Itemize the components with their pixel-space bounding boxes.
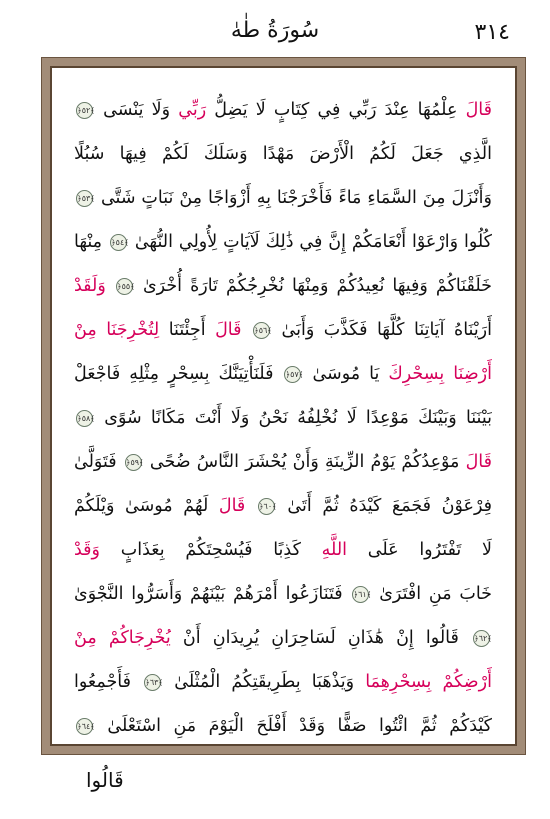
page-header	[0, 14, 550, 50]
text-segment: فِرْعَوْنُ فَجَمَعَ كَيْدَهُ ثُمَّ أَتَىٰ	[276, 496, 492, 516]
text-segment	[245, 496, 256, 516]
ayah-marker: ﴿٥٤﴾	[110, 234, 127, 251]
text-line	[74, 572, 492, 616]
red-word: قَالَ	[215, 320, 242, 340]
text-line	[74, 264, 492, 308]
ayah-marker: ﴿٦٠﴾	[258, 498, 275, 515]
text-segment: يَا مُوسَىٰ	[303, 364, 389, 384]
text-segment	[106, 276, 114, 296]
red-word: وَقَدْ	[74, 540, 101, 560]
ayah-marker: ﴿٦٤﴾	[76, 718, 93, 735]
ayah-marker: ﴿٥٦﴾	[253, 322, 270, 339]
red-word: قَالَ	[465, 100, 492, 120]
catchword: قَالُوا	[86, 768, 124, 792]
text-line	[74, 220, 492, 264]
text-segment	[241, 320, 251, 340]
text-line	[74, 88, 492, 132]
text-line	[74, 176, 492, 220]
text-segment: لَا تَفْتَرُوا عَلَى	[347, 540, 492, 560]
text-segment: أَجِئْتَنَا	[159, 320, 216, 340]
text-line	[74, 352, 492, 396]
red-word: رَبِّي	[178, 100, 207, 120]
red-word: أَرْضِكُمْ بِسِحْرِهِمَا	[365, 672, 492, 692]
text-line	[74, 484, 492, 528]
text-line	[74, 308, 492, 352]
quran-text-block	[74, 88, 492, 736]
text-segment: فَتَنَازَعُوا أَمْرَهُمْ بَيْنَهُمْ وَأَسَرُّوا النَّجْوَىٰ	[74, 584, 351, 604]
text-segment: أَرَيْنَاهُ آيَاتِنَا كُلَّهَا فَكَذَّبَ وَأَبَىٰ	[272, 320, 492, 340]
ayah-marker: ﴿٥٢﴾	[76, 102, 93, 119]
red-word: يُخْرِجَاكُمْ مِنْ	[74, 628, 171, 648]
text-segment: قَالُوا إِنْ هَٰذَانِ لَسَاحِرَانِ يُرِيدَانِ أَنْ	[170, 628, 472, 648]
page-number: ٣١٤	[474, 20, 510, 45]
text-segment: كَيْدَكُمْ ثُمَّ ائْتُوا صَفًّا وَقَدْ أَفْلَحَ الْيَوْمَ مَنِ اسْتَعْلَىٰ	[95, 716, 492, 736]
text-line	[74, 528, 492, 572]
red-word: وَلَقَدْ	[74, 276, 106, 296]
ayah-marker: ﴿٥٩﴾	[125, 454, 142, 471]
red-word: قَالَ	[218, 496, 246, 516]
text-segment: بَيْنَنَا وَبَيْنَكَ مَوْعِدًا لَا نُخْلِفُهُ نَحْنُ وَلَا أَنْتَ مَكَانًا سُوًى	[95, 408, 492, 428]
text-segment: الَّذِي جَعَلَ لَكُمُ الْأَرْضَ مَهْدًا وَسَلَكَ لَكُمْ فِيهَا سُبُلًا	[74, 144, 492, 164]
text-line	[74, 396, 492, 440]
text-segment: فَأَجْمِعُوا	[74, 672, 143, 692]
ayah-marker: ﴿٦١﴾	[352, 586, 369, 603]
text-segment: مَوْعِدُكُمْ يَوْمُ الزِّينَةِ وَأَنْ يُحْشَرَ النَّاسُ ضُحًى	[143, 452, 466, 472]
text-segment: عِلْمُهَا عِنْدَ رَبِّي فِي كِتَابٍ لَا يَضِلُّ	[206, 100, 466, 120]
text-segment: مِنْهَا	[74, 232, 108, 252]
text-segment: خَابَ مَنِ افْتَرَىٰ	[371, 584, 492, 604]
surah-title: سُورَةُ طٰهٰ	[230, 18, 320, 43]
red-word: لِتُخْرِجَنَا مِنْ	[74, 320, 160, 340]
text-line	[74, 660, 492, 704]
text-line	[74, 616, 492, 660]
text-line	[74, 704, 492, 748]
red-word: اللَّهِ	[321, 540, 348, 560]
text-segment: لَهُمْ مُوسَىٰ وَيْلَكُمْ	[74, 496, 219, 516]
text-segment: وَلَا يَنْسَى	[95, 100, 179, 120]
text-line	[74, 440, 492, 484]
text-segment: خَلَقْنَاكُمْ وَفِيهَا نُعِيدُكُمْ وَمِنْهَا نُخْرِجُكُمْ تَارَةً أُخْرَىٰ	[134, 276, 492, 296]
ayah-marker: ﴿٥٣﴾	[76, 190, 93, 207]
text-segment: فَلَنَأْتِيَنَّكَ بِسِحْرٍ مِثْلِهِ فَاجْعَلْ	[74, 364, 283, 384]
text-segment: كُلُوا وَارْعَوْا أَنْعَامَكُمْ إِنَّ فِي ذَٰلِكَ لَآيَاتٍ لِأُولِي النُّهَىٰ	[128, 232, 492, 252]
text-segment: كَذِبًا فَيُسْحِتَكُمْ بِعَذَابٍ	[100, 540, 322, 560]
text-segment: فَتَوَلَّىٰ	[74, 452, 123, 472]
text-line	[74, 132, 492, 176]
ayah-marker: ﴿٥٧﴾	[284, 366, 301, 383]
text-segment: وَيَذْهَبَا بِطَرِيقَتِكُمُ الْمُثْلَىٰ	[163, 672, 366, 692]
ayah-marker: ﴿٥٨﴾	[76, 410, 93, 427]
ayah-marker: ﴿٦٣﴾	[144, 674, 161, 691]
red-word: قَالَ	[465, 452, 492, 472]
red-word: أَرْضِنَا بِسِحْرِكَ	[388, 364, 492, 384]
ayah-marker: ﴿٥٥﴾	[116, 278, 133, 295]
text-segment: وَأَنْزَلَ مِنَ السَّمَاءِ مَاءً فَأَخْرَجْنَا بِهِ أَزْوَاجًا مِنْ نَبَاتٍ شَتَّى	[95, 188, 492, 208]
ayah-marker: ﴿٦٢﴾	[473, 630, 490, 647]
